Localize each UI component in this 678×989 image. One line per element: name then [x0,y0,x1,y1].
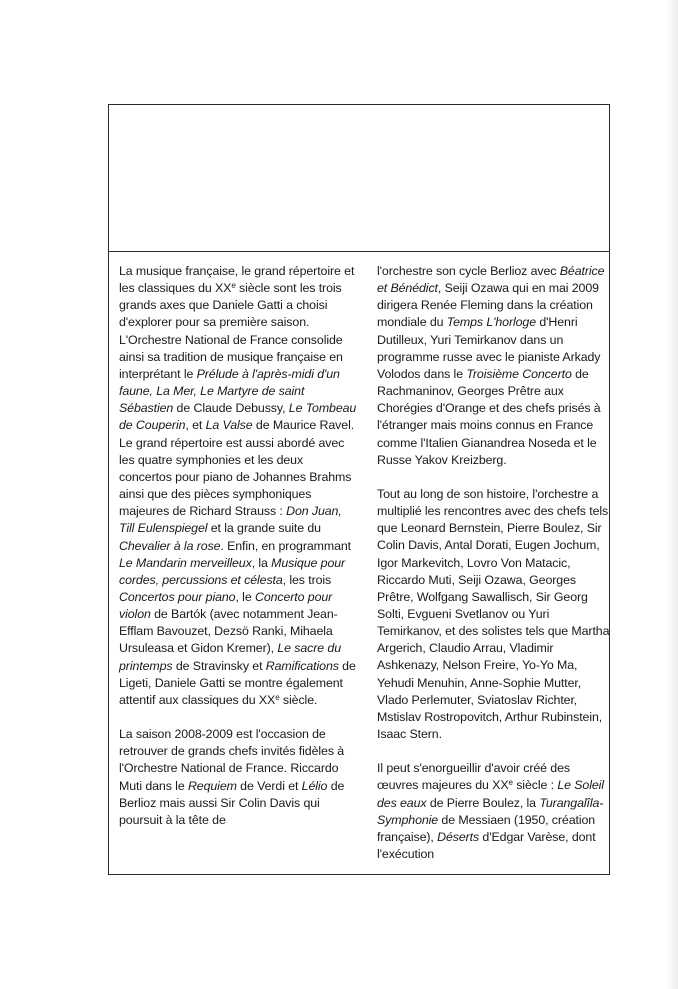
text-run: siècle sont les trois grands axes que Daniele Gatti a choisi d'explorer pour sa première saison. L'Orchestre National de France consolide ainsi sa tradition de musique française en interprétant le [119,281,343,381]
work-title: Chevalier à la rose [119,538,221,553]
text-run: de Bartók (avec notamment Jean-Efflam Bavouzet, Dezsö Ranki, Mihaela Ursuleasa et Gidon Kremer), [119,607,338,656]
text-run: . Enfin, en programmant [220,538,352,553]
text-run: de Verdi et [236,778,302,793]
work-title: Concertos pour piano [119,589,236,604]
text-run: Tout au long de son histoire, l'orchestre a multiplié les rencontres avec des chefs tels que Leonard Bernstein, Pierre Boulez, Sir Colin Davis, Antal Dorati, Eugen Jochum, Igor Markevitch, Lovro Von Matacic, Riccardo Muti, Seiji Ozawa, Georges Prêtre, Wolfgang Sawallisch, Sir Georg Solti, Evgueni Svetlanov ou Yuri Temirkanov, et des solistes tels que Martha Argerich, Claudio Arrau, Vladimir Ashkenazy, Nelson Freire, Yo-Yo Ma, Yehudi Menuhin, Anne-Sophie Mutter, Vlado Perlemuter, Sviatoslav Richter, Mstislav Rostropovitch, Arthur Rubinstein, Isaac Stern. [377,486,610,742]
superscript: e [231,281,236,291]
text-run: siècle : [512,778,558,793]
work-title: Lélio [301,778,328,793]
work-title: Turangalîla-Symphonie [377,795,604,827]
text-run: de Pierre Boulez, la [426,795,540,810]
text-run: d'Henri Dutilleux, Yuri Temirkanov dans un programme russe avec le pianiste Arkady Volodos dans le [377,315,601,381]
superscript: e [275,692,280,702]
right-paragraph-2 [377,486,611,743]
work-title: Musique pour cordes, percussions et célesta [119,555,346,587]
text-run: de Stravinsky et [172,658,266,673]
work-title: Ramifications [265,658,339,673]
left-column [119,263,359,846]
text-run: siècle. [279,692,318,707]
work-title: Le Tombeau de Couperin [119,401,357,433]
text-run: , le [235,589,255,604]
text-run: Il peut s'enorgueillir d'avoir créé des œuvres majeures du XX [377,761,570,793]
work-title: Requiem [187,778,237,793]
text-run: La musique française, le grand répertoire et les classiques du XX [119,264,355,296]
text-run: l'orchestre son cycle Berlioz avec [377,264,560,278]
text-run: de Rachmaninov, Georges Prêtre aux Chorégies d'Orange et des chefs prisés à l'étranger mais moins connus en France comme l'Italien Gianandrea Noseda et le Russe Yakov Kreizberg. [377,366,601,467]
text-run: et la grande suite du [207,521,321,536]
text-run: La saison 2008-2009 est l'occasion de retrouver de grands chefs invités fidèles à l'Orchestre National de France. Riccardo Muti dans le [119,727,345,793]
text-run: de Claude Debussy, [173,401,289,416]
left-paragraph-1 [119,263,359,709]
text-run: de Messiaen (1950, création française), [377,812,596,844]
work-title: Béatrice et Bénédict [377,264,605,296]
image-placeholder-box [109,105,609,252]
text-run: de Maurice Ravel. Le grand répertoire est aussi abordé avec les quatre symphonies et les deux concertos pour piano de Johannes Brahms ainsi que des pièces symphoniques majeures de Richard Strauss : [119,418,355,519]
text-run: de Ligeti, Daniele Gatti se montre également attentif aux classiques du XX [119,658,356,707]
text-run: d'Edgar Varèse, dont l'exécution [377,829,596,861]
left-paragraph-2 [119,726,359,829]
text-run: , Seiji Ozawa qui en mai 2009 dirigera Renée Fleming dans la création mondiale du [377,281,599,330]
work-title: Le Soleil des eaux [377,778,604,810]
text-run: , et [185,418,206,433]
text-run: , la [251,555,272,570]
work-title: Don Juan, Till Eulenspiegel [119,504,342,536]
work-title: Le sacre du printemps [119,641,341,673]
text-run: de Berlioz mais aussi Sir Colin Davis qui poursuit à la tête de [119,778,345,827]
right-column [377,263,611,880]
work-title: Prélude à l'après-midi d'un faune, La Mer, Le Martyre de saint Sébastien [119,366,340,416]
work-title: La Valse [205,418,253,433]
work-title: Temps L'horloge [446,315,537,330]
work-title: Déserts [437,829,480,844]
text-run: , les trois [282,572,332,587]
work-title: Concerto pour violon [119,589,333,622]
work-title: Troisième Concerto [466,366,572,381]
content-frame [108,104,610,875]
work-title: Le Mandarin merveilleux [119,555,252,570]
superscript: e [508,778,513,788]
right-paragraph-3 [377,760,611,863]
page-edge-shadow [666,0,678,989]
right-paragraph-1 [377,263,611,469]
